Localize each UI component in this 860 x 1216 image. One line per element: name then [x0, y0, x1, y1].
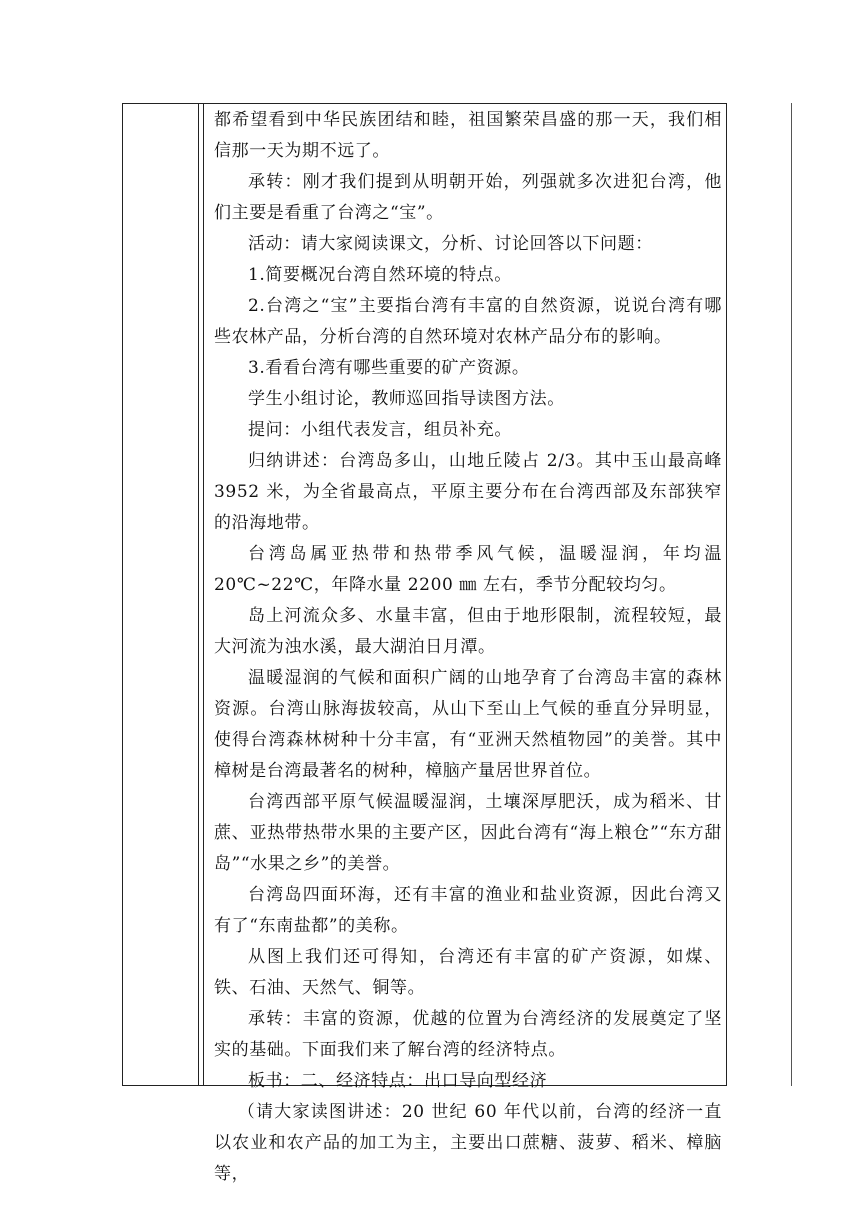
- paragraph: 活动：请大家阅读课文，分析、讨论回答以下问题：: [248, 234, 653, 254]
- paragraph: 3.看看台湾有哪些重要的矿产资源。: [248, 358, 530, 378]
- paragraph: 台湾岛四面环海，还有丰富的渔业和盐业资源，因此台湾又有了“东南盐都”的美称。: [214, 885, 722, 936]
- paragraph: 台湾西部平原气候温暖湿润，土壤深厚肥沃，成为稻米、甘蔗、亚热带热带水果的主要产区，因此台湾有“海上粮仓”“东方甜岛”“水果之乡”的美誉。: [214, 792, 722, 874]
- table-column-left: [123, 104, 199, 1085]
- page-margin-line: [791, 103, 792, 1086]
- paragraph: 2.台湾之“宝”主要指台湾有丰富的自然资源，说说台湾有哪些农林产品，分析台湾的自然环境对农林产品分布的影响。: [214, 296, 722, 347]
- paragraph: 从图上我们还可得知，台湾还有丰富的矿产资源，如煤、铁、石油、天然气、铜等。: [214, 947, 722, 998]
- table-column-divider: [203, 104, 204, 1085]
- paragraph: 提问：小组代表发言，组员补充。: [248, 420, 512, 440]
- paragraph: （请大家读图讲述：20 世纪 60 年代以前，台湾的经济一直以农业和农产品的加工为主，主要出口蔗糖、菠萝、稻米、樟脑等，: [214, 1102, 722, 1184]
- paragraph: 岛上河流众多、水量丰富，但由于地形限制，流程较短，最大河流为浊水溪，最大湖泊日月潭。: [214, 606, 722, 657]
- paragraph: 承转：刚才我们提到从明朝开始，列强就多次进犯台湾，他们主要是看重了台湾之“宝”。: [214, 172, 722, 223]
- paragraph: 学生小组讨论，教师巡回指导读图方法。: [248, 389, 565, 409]
- paragraph: 都希望看到中华民族团结和睦，祖国繁荣昌盛的那一天，我们相信那一天为期不远了。: [214, 110, 722, 161]
- lesson-content: [214, 105, 722, 1190]
- paragraph: 归纳讲述：台湾岛多山，山地丘陵占 2/3。其中玉山最高峰 3952 米，为全省最高点，平原主要分布在台湾西部及东部狭窄的沿海地带。: [214, 451, 722, 533]
- paragraph: 温暖湿润的气候和面积广阔的山地孕育了台湾岛丰富的森林资源。台湾山脉海拔较高，从山下至山上气候的垂直分异明显，使得台湾森林树种十分丰富，有“亚洲天然植物园”的美誉。其中樟树是台湾最著名的树种，樟脑产量居世界首位。: [214, 668, 722, 781]
- paragraph: 1.简要概况台湾自然环境的特点。: [248, 265, 512, 285]
- paragraph: 板书：二、经济特点：出口导向型经济: [248, 1071, 548, 1091]
- paragraph: 台湾岛属亚热带和热带季风气候，温暖湿润，年均温 20℃~22℃，年降水量 2200 ㎜ 左右，季节分配较均匀。: [214, 544, 722, 595]
- paragraph: 承转：丰富的资源，优越的位置为台湾经济的发展奠定了坚实的基础。下面我们来了解台湾的经济特点。: [214, 1009, 722, 1060]
